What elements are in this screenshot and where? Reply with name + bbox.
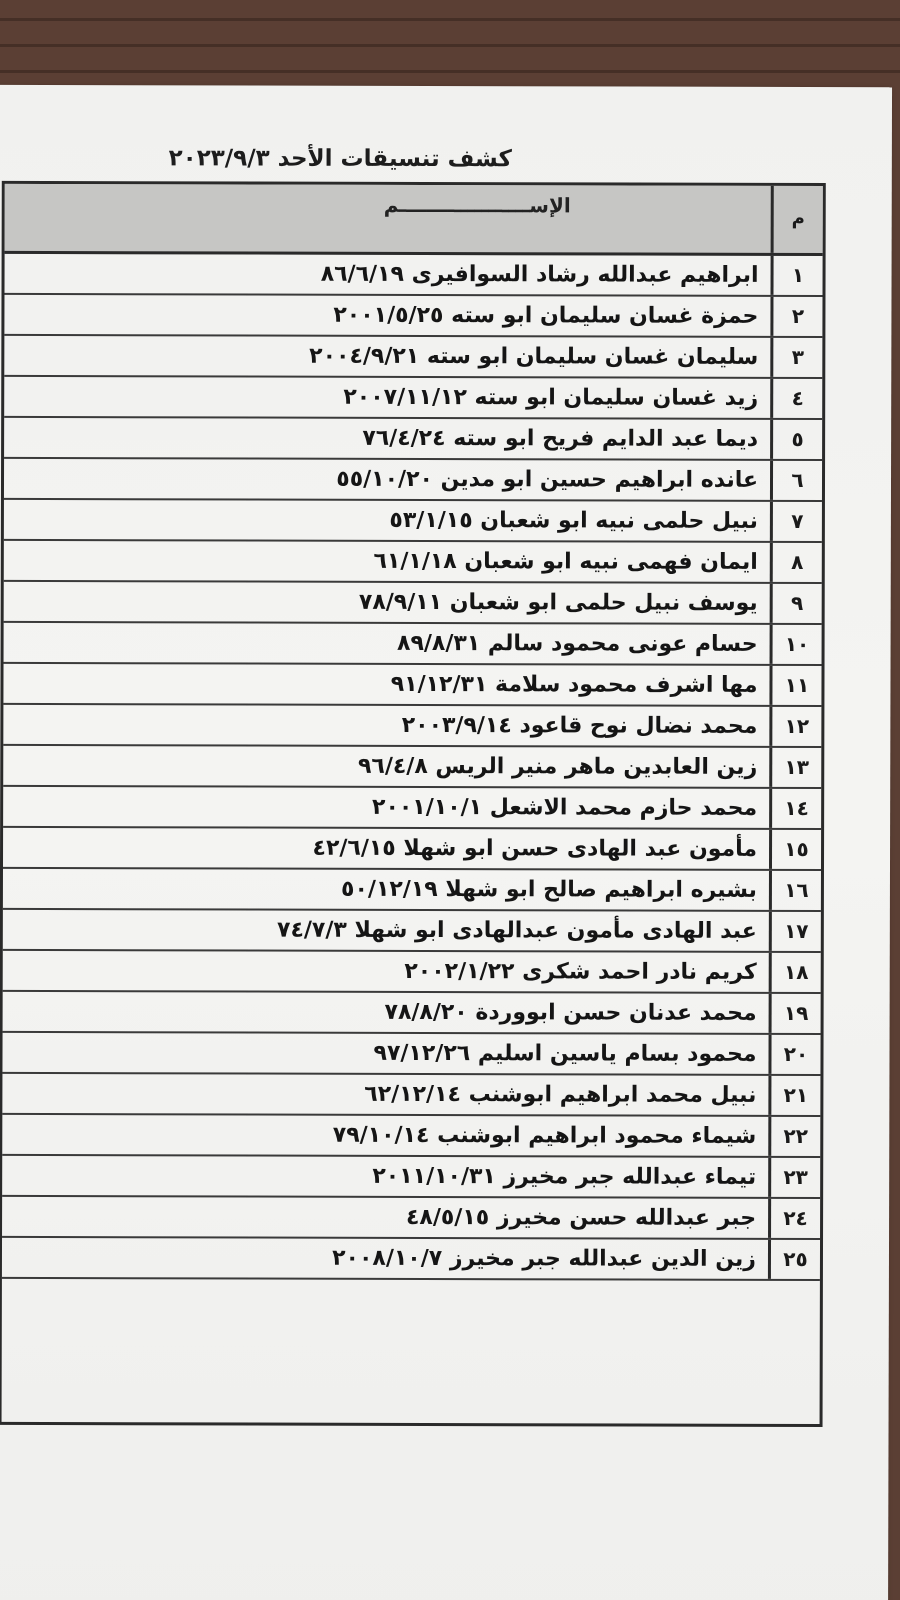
header-name-cell: [5, 184, 771, 253]
row-number: ١١: [769, 666, 821, 705]
table-row: [2, 1197, 820, 1240]
row-number: ١٤: [769, 789, 821, 828]
row-number: ٦: [770, 461, 822, 500]
row-name: شيماء محمود ابراهيم ابوشنب ٧٩/١٠/١٤: [332, 1122, 757, 1149]
row-name: نبيل محمد ابراهيم ابوشنب ٦٢/١٢/١٤: [364, 1081, 757, 1108]
table-row: [2, 1115, 820, 1158]
row-name: نبيل حلمى نبيه ابو شعبان ٥٣/١/١٥: [389, 507, 758, 534]
row-name: عانده ابراهيم حسين ابو مدين ٥٥/١٠/٢٠: [336, 466, 759, 493]
row-number: ٩: [770, 584, 822, 623]
row-name: مأمون عبد الهادى حسن ابو شهلا ٤٢/٦/١٥: [312, 835, 758, 862]
row-name: بشيره ابراهيم صالح ابو شهلا ٥٠/١٢/١٩: [341, 876, 757, 903]
row-number: ٢٢: [768, 1117, 820, 1156]
row-number: ٢١: [768, 1076, 820, 1115]
row-number: ١٢: [769, 707, 821, 746]
row-name: ابراهيم عبدالله رشاد السوافيرى ٨٦/٦/١٩: [320, 261, 759, 288]
row-name: يوسف نبيل حلمى ابو شعبان ٧٨/٩/١١: [358, 589, 758, 616]
table-row: [4, 500, 822, 543]
table-row: [3, 746, 821, 789]
row-name: زين العابدين ماهر منير الريس ٩٦/٤/٨: [357, 753, 758, 780]
table-row: [3, 664, 821, 707]
row-name: حسام عونى محمود سالم ٨٩/٨/٣١: [397, 630, 758, 657]
table-row: [2, 1156, 820, 1199]
table-header: [5, 184, 823, 256]
row-name: جبر عبدالله حسن مخيرز ٤٨/٥/١٥: [405, 1204, 757, 1231]
row-number: ١٦: [769, 871, 821, 910]
table-row: [4, 541, 822, 584]
header-number-cell: م: [771, 186, 823, 253]
table-row: [4, 377, 822, 420]
row-name: كريم نادر احمد شكرى ٢٠٠٢/١/٢٢: [404, 958, 757, 985]
row-number: ٨: [770, 543, 822, 582]
row-name: محمد نضال نوح قاعود ٢٠٠٣/٩/١٤: [401, 712, 758, 739]
table-row: [2, 1074, 820, 1117]
table-row: [4, 254, 822, 297]
row-name: محمود بسام ياسين اسليم ٩٧/١٢/٢٦: [373, 1040, 757, 1067]
table-row: [3, 951, 821, 994]
row-number: ٤: [770, 379, 822, 418]
row-number: ١٨: [769, 953, 821, 992]
row-number: ٧: [770, 502, 822, 541]
table-row: [3, 705, 821, 748]
row-number: ٢: [770, 297, 822, 336]
table-row: [2, 1238, 820, 1281]
table-row: [4, 418, 822, 461]
row-number: ٢٤: [768, 1199, 820, 1238]
row-number: ١٣: [769, 748, 821, 787]
names-table: [0, 181, 826, 1427]
row-number: ٣: [770, 338, 822, 377]
row-name: تيماء عبدالله جبر مخيرز ٢٠١١/١٠/٣١: [372, 1163, 757, 1190]
table-row: [3, 869, 821, 912]
row-number: ٥: [770, 420, 822, 459]
table-row: [4, 459, 822, 502]
table-row: [3, 992, 821, 1035]
row-number: ١: [770, 256, 822, 295]
row-name: ايمان فهمى نبيه ابو شعبان ٦١/١/١٨: [373, 548, 758, 575]
row-name: زيد غسان سليمان ابو سته ٢٠٠٧/١١/١٢: [343, 384, 759, 411]
row-number: ٢٥: [768, 1240, 820, 1279]
table-row: [3, 828, 821, 871]
table-row: [3, 787, 821, 830]
row-name: حمزة غسان سليمان ابو سته ٢٠٠١/٥/٢٥: [333, 302, 759, 329]
table-row: [4, 295, 822, 338]
row-name: عبد الهادى مأمون عبدالهادى ابو شهلا ٧٤/٧/٣: [277, 917, 757, 944]
row-name: زين الدين عبدالله جبر مخيرز ٢٠٠٨/١٠/٧: [332, 1245, 757, 1272]
document-sheet: [0, 85, 892, 1600]
table-row: [4, 623, 822, 666]
row-number: ٢٠: [768, 1035, 820, 1074]
row-name: مها اشرف محمود سلامة ٩١/١٢/٣١: [390, 671, 758, 698]
row-name: ديما عبد الدايم فريح ابو سته ٧٦/٤/٢٤: [362, 425, 759, 452]
row-name: محمد حازم محمد الاشعل ٢٠٠١/١٠/١: [372, 794, 758, 821]
row-number: ١٩: [769, 994, 821, 1033]
row-name: سليمان غسان سليمان ابو سته ٢٠٠٤/٩/٢١: [309, 343, 759, 370]
table-row: [3, 910, 821, 953]
row-number: ١٥: [769, 830, 821, 869]
row-number: ٢٣: [768, 1158, 820, 1197]
row-number: ١٠: [770, 625, 822, 664]
document-title: كشف تنسيقات الأحد ٢٠٢٣/٩/٣: [168, 145, 512, 173]
row-name: محمد عدنان حسن ابووردة ٧٨/٨/٢٠: [384, 999, 757, 1026]
table-row: [2, 1033, 820, 1076]
header-name-label: الإســـــــــــــــــــم: [383, 192, 571, 218]
row-number: ١٧: [769, 912, 821, 951]
table-row: [4, 336, 822, 379]
table-row: [4, 582, 822, 625]
